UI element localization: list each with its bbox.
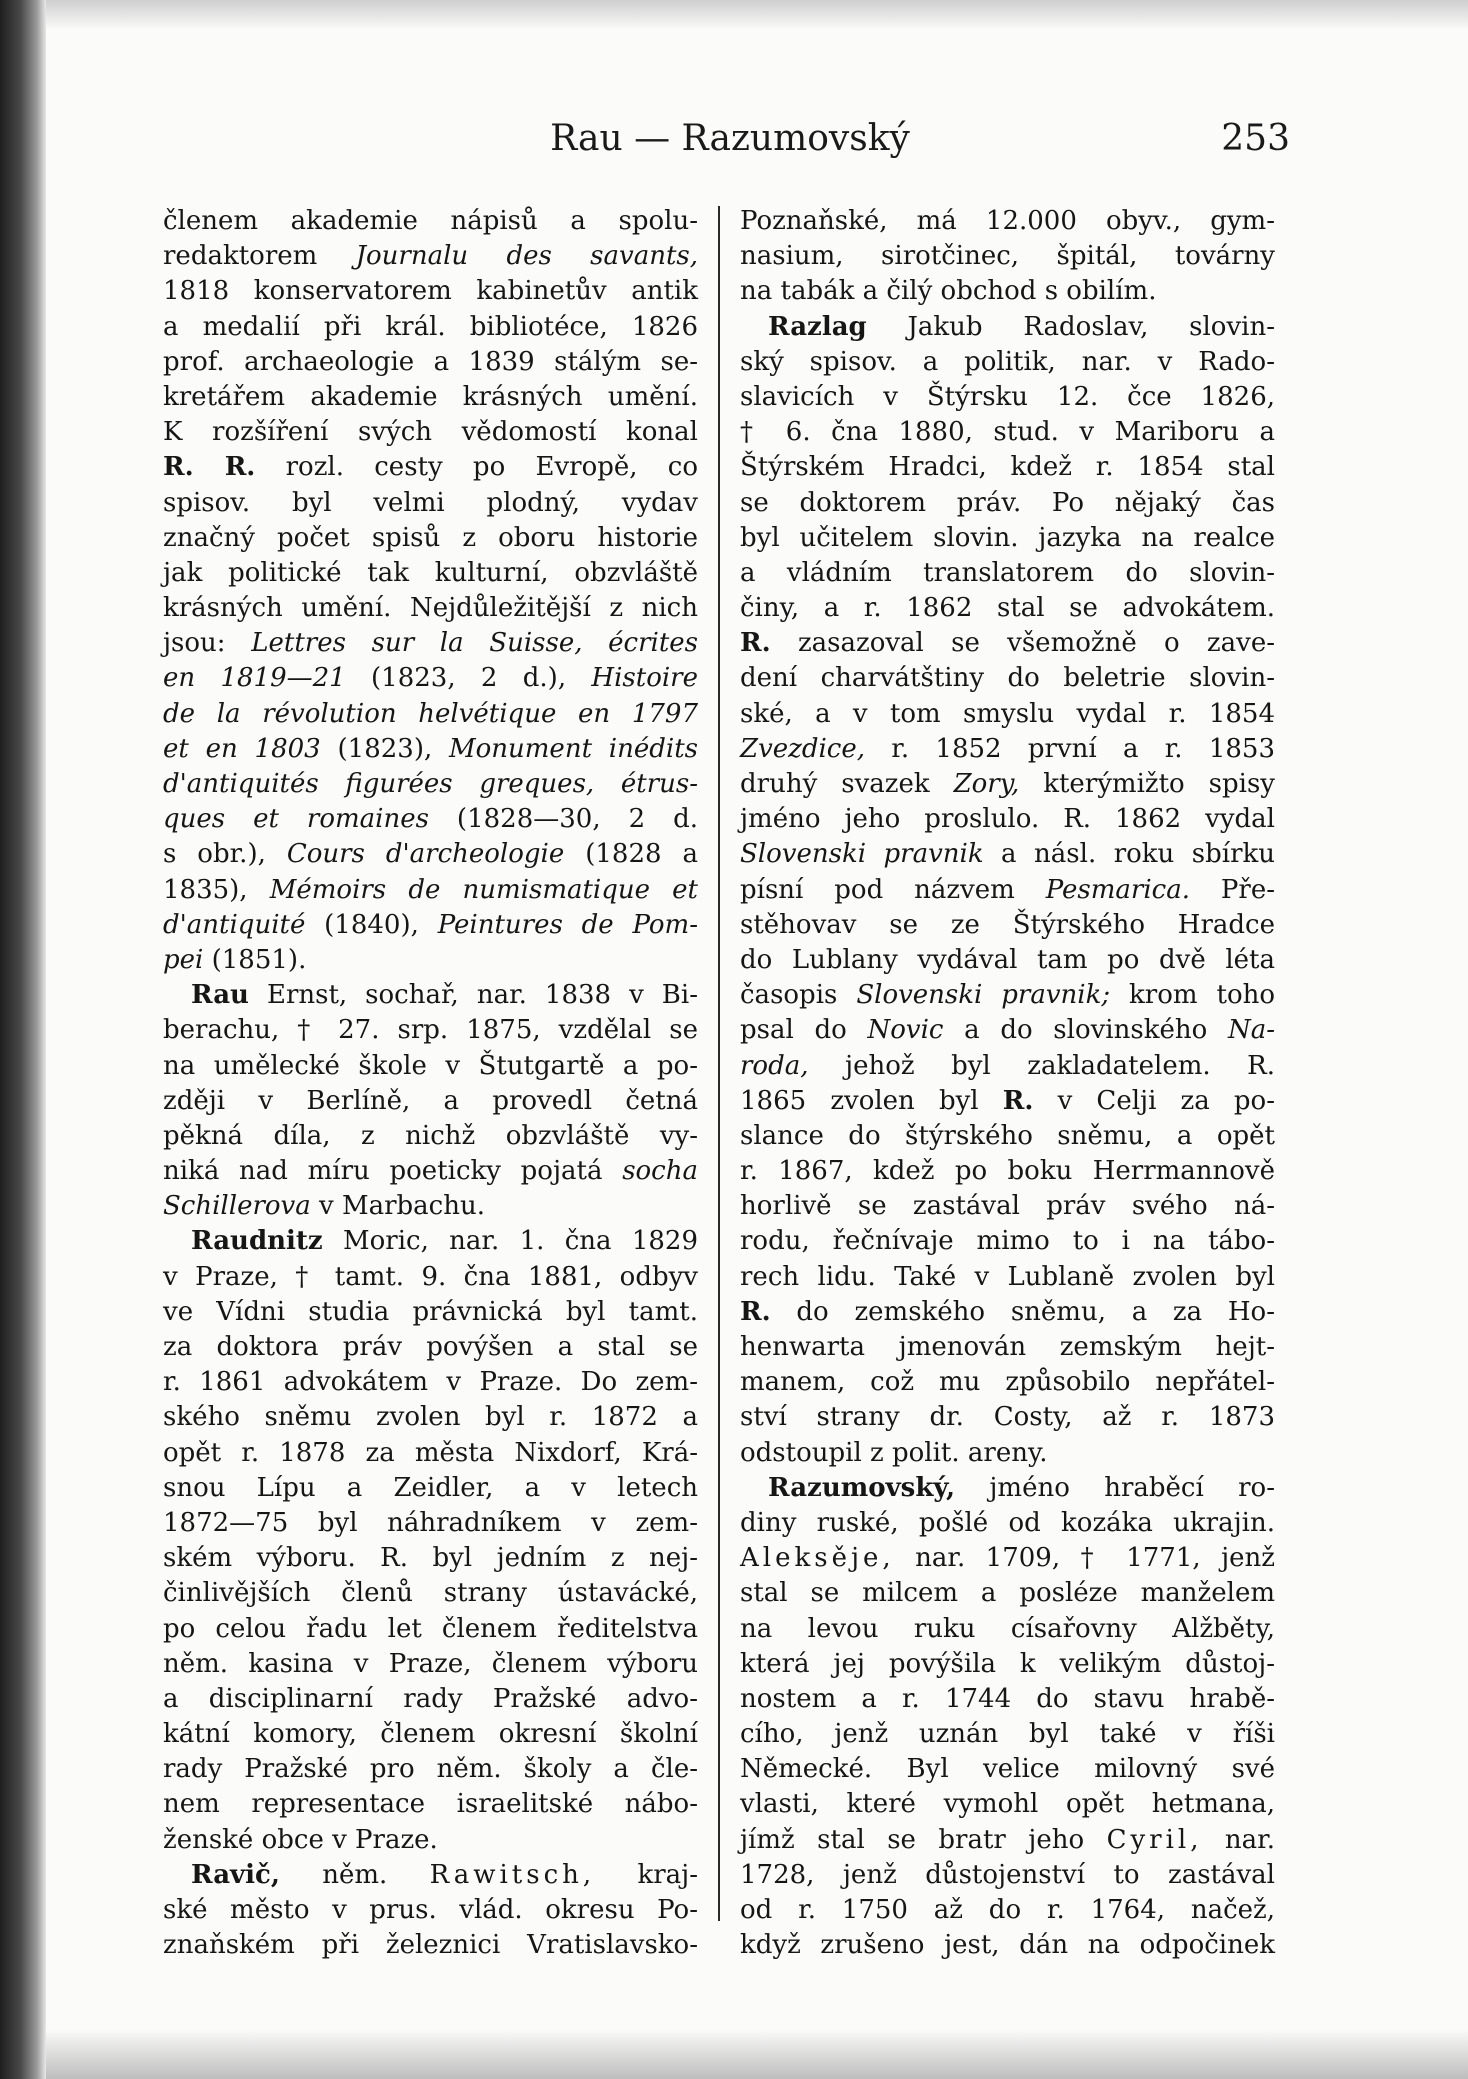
right-column-line [740,239,1275,274]
text-run: stal se milcem a posléze manželem [740,1578,1275,1609]
text-run: spisov. byl velmi plodný, vydav [163,487,698,518]
left-column-line [163,1295,698,1330]
italic-title: Monument inédits [449,733,698,764]
italic-title: Zvezdice, [740,733,866,764]
left-column-line [163,802,698,837]
right-column-line [740,450,1275,485]
text-run: se doktorem práv. Po nějaký čas [740,487,1275,518]
spaced-name: Cyril, [1106,1824,1203,1855]
italic-title: Slovenski pravnik; [856,980,1111,1011]
text-run: (1823), [320,733,450,764]
book-spine-shadow [0,0,46,2079]
left-column-line [163,837,698,872]
italic-title: Peintures de Pom- [437,909,698,940]
right-column-line [740,1787,1275,1822]
right-column-line [740,1928,1275,1963]
spaced-name: Aleksěje, [740,1543,895,1574]
text-run: r. 1852 první a r. 1853 [865,733,1275,764]
text-run: jehož byl zakladatelem. R. [808,1050,1275,1081]
italic-title: Lettres sur la Suisse, écrites [251,628,698,659]
text-run: a vládním translatorem do slovin- [740,557,1275,588]
text-run: diny ruské, pošlé od kozáka ukrajin. [740,1507,1275,1538]
left-column-line [163,1224,698,1259]
left-column-line [163,978,698,1013]
text-run: s obr.), [163,839,287,870]
text-run: od r. 1750 až do r. 1764, načež, [740,1895,1275,1925]
text-run: rady Pražské pro něm. školy a čle- [163,1754,698,1785]
left-column-line [163,732,698,767]
left-column-line [163,1823,698,1858]
left-column-line [163,204,698,239]
right-column-line [740,697,1275,732]
text-run: na umělecké škole v Štutgartě a po- [163,1050,698,1081]
entry-headword: Razumovský, [768,1472,956,1503]
left-column-line [163,1049,698,1084]
text-run: 1872—75 byl náhradníkem v zem- [163,1507,698,1538]
text-run: v Marbachu. [310,1191,485,1222]
text-run: horlivě se zastával práv svého ná- [740,1191,1275,1222]
text-run: něm. [279,1859,430,1890]
left-column-line [163,1787,698,1822]
right-column-line [740,1647,1275,1682]
text-run: něm. kasina v Praze, členem výboru [163,1648,698,1679]
left-column-line [163,661,698,696]
italic-title: Slovenski pravnik [740,839,984,870]
text-run: která jej povýšila k velikým důstoj- [740,1648,1275,1679]
right-column-line [740,1224,1275,1259]
text-run: 1835), [163,874,270,905]
left-column-line [163,1154,698,1189]
right-column-line [740,556,1275,591]
text-run: ský spisov. a politik, nar. v Rado- [740,346,1275,377]
italic-title: Zory, [953,769,1020,799]
right-column-line [740,345,1275,380]
left-column-line [163,943,698,978]
left-column-line [163,1471,698,1506]
text-run: odstoupil z polit. areny. [740,1437,1048,1468]
text-run: a medalií při král. bibliotéce, 1826 [163,311,698,342]
text-run: Moric, nar. 1. čna 1829 [322,1226,698,1257]
left-column-line [163,1506,698,1541]
text-run: a násl. roku sbírku [983,839,1275,870]
text-run: henwarta jmenován zemským hejt- [740,1332,1275,1362]
right-column-line [740,1365,1275,1400]
right-column-line [740,1506,1275,1541]
left-column-line [163,521,698,556]
text-run: 1865 zvolen byl [740,1085,1003,1116]
entry-headword: Ravič, [191,1859,280,1890]
left-column-line [163,591,698,626]
left-column-line [163,239,698,274]
left-column-line [163,450,698,485]
right-column-line [740,274,1275,309]
text-run: v Celji za po- [1033,1085,1275,1116]
right-column-line [740,1436,1275,1471]
left-column-line [163,1189,698,1224]
right-column-line [740,1049,1275,1084]
left-column-line [163,1541,698,1576]
left-column-line [163,1612,698,1647]
italic-title: et en 1803 [163,733,321,764]
text-run: do zemského sněmu, a za Ho- [770,1296,1275,1327]
left-column-line [163,1752,698,1787]
text-run: za doktora práv povýšen a stal se [163,1332,698,1362]
right-column [740,204,1275,1961]
text-run: členem akademie nápisů a spolu- [163,206,698,236]
left-column-line [163,556,698,591]
text-run: v Praze, † tamt. 9. čna 1881, odbyv [163,1261,698,1292]
entry-headword: R. R. [163,452,256,483]
right-column-line [740,591,1275,626]
italic-title: roda, [740,1050,809,1081]
text-run: nasium, sirotčinec, špitál, továrny [740,241,1275,272]
right-column-line [740,1858,1275,1893]
text-run: K rozšíření svých vědomostí konal [163,417,698,448]
italic-title: Schillerova [163,1191,311,1222]
entry-headword: Razlag [768,311,867,342]
text-run: Poznaňské, má 12.000 obyv., gym- [740,206,1275,236]
right-column-line [740,1084,1275,1119]
text-run: 1728, jenž důstojenství to zastával [740,1859,1275,1890]
entry-headword: R. [1002,1085,1034,1116]
entry-headword: Rau [191,980,249,1011]
italic-title: d'antiquités figurées greques, étrus- [163,769,698,799]
text-run: r. 1867, kdež po boku Herrmannově [740,1156,1275,1187]
text-run: † 6. čna 1880, stud. v Mariboru a [740,417,1275,448]
text-run: Pře- [1190,874,1275,905]
text-run: vlasti, které vymohl opět hetmana, [740,1789,1275,1820]
text-run: (1840), [305,909,438,940]
text-run: a do slovinského [943,1015,1228,1046]
text-run: na tabák a čilý obchod s obilím. [740,276,1157,307]
text-run: po celou řadu let členem ředitelstva [163,1613,698,1644]
text-run: a disciplinarní rady Pražské advo- [163,1683,698,1714]
left-column-line [163,1260,698,1295]
text-run: kátní komory, členem okresní školní [163,1719,698,1750]
italic-title: Novic [867,1015,944,1046]
text-run: niká nad míru poeticky pojatá [163,1156,623,1187]
italic-title: de la révolution helvétique en 1797 [163,698,698,729]
italic-title: ques et romaines [163,804,429,835]
text-run: (1823, 2 d.), [345,663,592,694]
right-column-line [740,486,1275,521]
text-run: pěkná díla, z nichž obzvláště vy- [163,1120,698,1151]
text-run: kterýmižto spisy [1019,769,1275,799]
left-column-line [163,274,698,309]
text-run: nem representace israelitské nábo- [163,1789,698,1820]
left-column-line [163,1928,698,1963]
text-run: stěhovav se ze Štýrského Hradce [740,909,1275,940]
text-run: slavicích v Štýrsku 12. čce 1826, [740,381,1275,412]
text-run: krásných umění. Nejdůležitější z nich [163,593,698,624]
right-column-line [740,767,1275,802]
right-column-line [740,661,1275,696]
entry-headword: R. [740,628,771,659]
left-column-line [163,1682,698,1717]
column-divider [718,206,720,1921]
text-run: prof. archaeologie a 1839 stálým se- [163,346,698,377]
left-column-line [163,1013,698,1048]
right-column-line [740,1260,1275,1295]
right-column-line [740,204,1275,239]
text-run: slance do štýrského sněmu, a opět [740,1120,1275,1151]
text-run: cího, jenž uznán byl také v říši [740,1719,1275,1750]
text-run: činy, a r. 1862 stal se advokátem. [740,593,1275,624]
left-column-line [163,1858,698,1893]
right-column-line [740,1471,1275,1506]
text-run: (1828—30, 2 d. [428,804,699,835]
text-run: druhý svazek [740,769,954,799]
left-column-line [163,486,698,521]
left-column-line [163,380,698,415]
right-column-line [740,1823,1275,1858]
text-run: psal do [740,1015,868,1046]
spaced-name: Rawitsch, [429,1859,596,1890]
right-column-line [740,521,1275,556]
right-column-line [740,1682,1275,1717]
text-run: jméno hraběcí ro- [955,1472,1275,1503]
text-run: snou Lípu a Zeidler, a v letech [163,1472,698,1503]
italic-title: pei [163,944,204,975]
left-column-line [163,1119,698,1154]
running-title: Rau — Razumovský [550,118,910,159]
right-column-line [740,415,1275,450]
text-run: Jakub Radoslav, slovin- [866,311,1275,342]
right-column-line [740,873,1275,908]
italic-title: d'antiquité [163,909,306,940]
text-run: do Lublany vydával tam po dvě léta [740,944,1275,975]
italic-title: Mémoirs de numismatique et [269,874,699,905]
left-column-line [163,1084,698,1119]
text-run: r. 1861 advokátem v Praze. Do zem- [163,1367,698,1398]
text-run: ství strany dr. Costy, až r. 1873 [740,1402,1275,1433]
left-column-line [163,1436,698,1471]
left-column-line [163,345,698,380]
text-run: Štýrském Hradci, kdež r. 1854 stal [740,452,1275,483]
text-run: zasazoval se všemožně o zave- [770,628,1275,659]
left-column-line [163,908,698,943]
italic-title: en 1819—21 [163,663,346,694]
entry-headword: R. [740,1296,771,1327]
entry-headword: Raudnitz [191,1226,323,1257]
italic-title: Journalu des savants, [355,241,698,272]
text-run: ské, a v tom smyslu vydal r. 1854 [740,698,1275,729]
right-column-line [740,837,1275,872]
text-run: rech lidu. Také v Lublaně zvolen byl [740,1261,1275,1292]
right-column-line [740,908,1275,943]
text-run: opět r. 1878 za města Nixdorf, Krá- [163,1437,698,1468]
text-run: (1828 a [564,839,698,870]
text-run: písní pod názvem [740,874,1046,905]
italic-title: Na- [1227,1015,1275,1046]
left-column-line [163,415,698,450]
text-run: jsou: [163,628,252,659]
text-run: jímž stal se bratr jeho [740,1824,1107,1855]
text-run: znaňském při železnici Vratislavsko- [163,1930,698,1961]
left-column-line [163,1717,698,1752]
left-column-line [163,1576,698,1611]
text-run: činlivějších členů strany ústavácké, [163,1578,698,1609]
text-run: když zrušeno jest, dán na odpočinek [740,1930,1275,1961]
text-run: manem, což mu způsobilo nepřátel- [740,1367,1275,1398]
page-number: 253 [1221,118,1290,159]
text-run: časopis [740,980,857,1011]
text-run: ženské obce v Praze. [163,1824,438,1855]
text-run: Ernst, sochař, nar. 1838 v Bi- [248,980,698,1011]
italic-title: socha [622,1156,698,1187]
right-column-line [740,943,1275,978]
right-column-line [740,380,1275,415]
right-column-line [740,732,1275,767]
left-column-line [163,873,698,908]
italic-title: Cours d'archeologie [286,839,565,870]
right-column-line [740,1400,1275,1435]
text-run: kraj- [595,1859,698,1890]
text-run: ského sněmu zvolen byl r. 1872 a [163,1402,698,1433]
text-run: nar. 1709, † 1771, jenž [894,1543,1275,1574]
left-column-line [163,1647,698,1682]
text-run: ské město v prus. vlád. okresu Po- [163,1895,698,1925]
text-run: (1851). [203,944,307,975]
text-run: na levou ruku císařovny Alžběty, [740,1613,1275,1644]
left-column-line [163,1893,698,1928]
right-column-line [740,1717,1275,1752]
right-column-line [740,1330,1275,1365]
italic-title: Histoire [591,663,698,694]
text-run: kretářem akademie krásných umění. [163,381,698,412]
text-run: dení charvátštiny do beletrie slovin- [740,663,1275,694]
text-run: jak politické tak kulturní, obzvláště [163,557,698,588]
right-column-line [740,310,1275,345]
right-column-line [740,1541,1275,1576]
right-column-line [740,1154,1275,1189]
right-column-line [740,1576,1275,1611]
italic-title: Pesmarica. [1045,874,1190,905]
text-run: zději v Berlíně, a provedl četná [163,1085,698,1116]
text-run: redaktorem [163,241,356,272]
right-column-line [740,1189,1275,1224]
text-run: značný počet spisů z oboru historie [163,522,698,553]
text-run: jméno jeho proslulo. R. 1862 vydal [740,804,1275,835]
left-column-line [163,1365,698,1400]
left-column-line [163,626,698,661]
text-run: byl učitelem slovin. jazyka na realce [740,522,1275,553]
left-column [163,204,699,1961]
text-run: 1818 konservatorem kabinetův antik [163,276,698,307]
right-column-line [740,1295,1275,1330]
right-column-line [740,802,1275,837]
text-run: rodu, řečnívaje mimo to i na tábo- [740,1226,1275,1257]
left-column-line [163,1330,698,1365]
bottom-edge-shadow [46,2029,1468,2079]
left-column-line [163,697,698,732]
text-run: ve Vídni studia právnická byl tamt. [163,1296,698,1327]
text-run: nar. [1202,1824,1275,1855]
left-column-line [163,767,698,802]
right-column-line [740,1013,1275,1048]
right-column-line [740,1119,1275,1154]
right-column-line [740,1752,1275,1787]
right-column-line [740,978,1275,1013]
text-run: berachu, † 27. srp. 1875, vzdělal se [163,1015,698,1046]
text-run: nostem a r. 1744 do stavu hrabě- [740,1683,1275,1714]
text-run: krom toho [1110,980,1275,1011]
top-edge-shadow [46,0,1468,30]
text-run: rozl. cesty po Evropě, co [255,452,699,483]
text-run: ském výboru. R. byl jedním z nej- [163,1543,698,1574]
right-column-line [740,1612,1275,1647]
text-run: Německé. Byl velice milovný své [740,1754,1275,1785]
right-column-line [740,1893,1275,1928]
right-column-line [740,626,1275,661]
left-column-line [163,310,698,345]
left-column-line [163,1400,698,1435]
